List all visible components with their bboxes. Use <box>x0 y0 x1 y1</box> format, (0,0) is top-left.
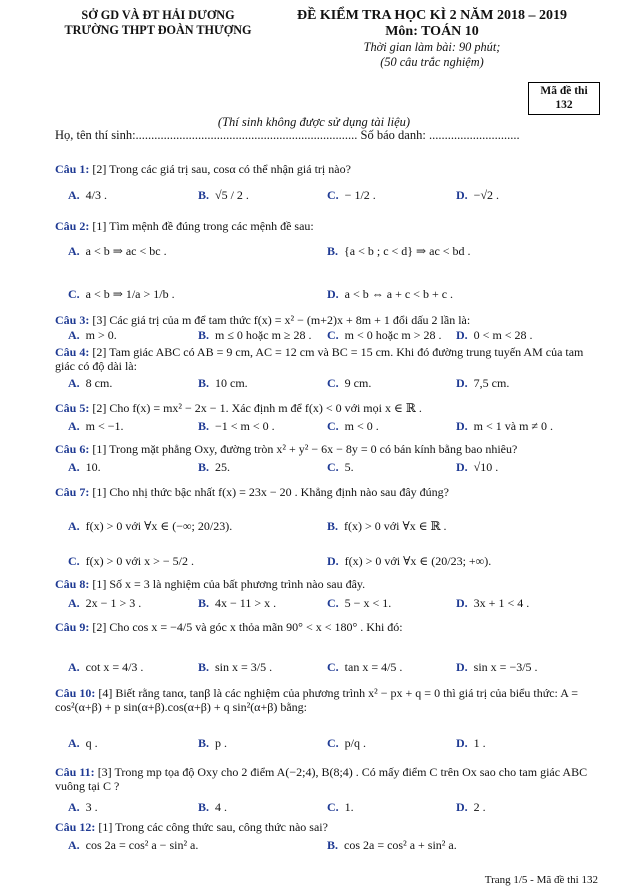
option-value: f(x) > 0 với ∀x ∈ (−∞; 20/23). <box>85 519 233 533</box>
option-letter: D. <box>456 660 468 674</box>
option-letter: D. <box>327 287 339 301</box>
option-b[interactable] <box>198 460 230 475</box>
option-letter: C. <box>68 554 80 568</box>
option-letter: C. <box>327 596 339 610</box>
question-number: Câu 3: <box>55 313 90 327</box>
option-b[interactable] <box>198 188 249 203</box>
option-value: 3x + 1 < 4 . <box>473 596 530 610</box>
option-value: 5. <box>344 460 354 474</box>
page-footer: Trang 1/5 - Mã đề thi 132 <box>484 874 598 886</box>
option-letter: D. <box>456 596 468 610</box>
option-d[interactable] <box>327 554 491 569</box>
question-number: Câu 5: <box>55 401 90 415</box>
option-value: √5 / 2 . <box>215 188 249 202</box>
question-number: Câu 10: <box>55 686 96 700</box>
option-b[interactable] <box>198 376 248 391</box>
option-value: 0 < m < 28 . <box>473 328 533 342</box>
option-c[interactable] <box>327 188 376 203</box>
option-c[interactable] <box>327 419 379 434</box>
option-a[interactable] <box>68 800 98 815</box>
exam-question-count: (50 câu trắc nghiệm) <box>380 55 484 69</box>
option-value: 4x − 11 > x . <box>215 596 277 610</box>
question-text: [1] Tìm mệnh đề đúng trong các mệnh đề sau: <box>89 219 314 233</box>
question-number: Câu 12: <box>55 820 96 834</box>
option-d[interactable] <box>456 376 509 391</box>
question-text: [1] Trong các công thức sau, công thức nào sai? <box>95 820 328 834</box>
option-c[interactable] <box>68 287 175 302</box>
option-a[interactable] <box>68 419 124 434</box>
option-c[interactable] <box>327 800 354 815</box>
option-letter: C. <box>327 376 339 390</box>
option-letter: A. <box>68 800 80 814</box>
option-b[interactable] <box>198 419 275 434</box>
question-number: Câu 8: <box>55 577 90 591</box>
question-text: [1] Số x = 3 là nghiệm của bất phương trình nào sau đây. <box>89 577 366 591</box>
option-letter: D. <box>456 736 468 750</box>
option-b[interactable] <box>327 519 447 534</box>
question-text: [2] Cho cos x = −4/5 và góc x thỏa mãn 90° < x < 180° . Khi đó: <box>89 620 403 634</box>
option-letter: B. <box>327 519 339 533</box>
question-number: Câu 4: <box>55 345 90 359</box>
question-1 <box>55 162 600 176</box>
option-letter: B. <box>327 244 339 258</box>
option-letter: B. <box>198 596 210 610</box>
option-value: cot x = 4/3 . <box>85 660 144 674</box>
option-letter: A. <box>68 736 80 750</box>
option-letter: D. <box>456 328 468 342</box>
option-c[interactable] <box>327 376 371 391</box>
question-number: Câu 6: <box>55 442 90 456</box>
question-text: [2] Tam giác ABC có AB = 9 cm, AC = 12 cm và BC = 15 cm. Khi đó đường trung tuyến AM của tam giác có độ dài là: <box>55 345 584 373</box>
option-a[interactable] <box>68 596 141 611</box>
option-a[interactable] <box>68 244 167 259</box>
option-value: 4 . <box>215 800 228 814</box>
option-value: m < 0 hoặc m > 28 . <box>344 328 442 342</box>
option-letter: D. <box>456 460 468 474</box>
option-a[interactable] <box>68 376 112 391</box>
option-a[interactable] <box>68 460 101 475</box>
option-value: tan x = 4/5 . <box>344 660 403 674</box>
option-value: {a < b ; c < d} ⇒ ac < bd . <box>344 244 471 258</box>
option-value: f(x) > 0 với ∀x ∈ (20/23; +∞). <box>344 554 492 568</box>
option-c[interactable] <box>327 460 354 475</box>
option-letter: A. <box>68 244 80 258</box>
question-text: [1] Cho nhị thức bậc nhất f(x) = 23x − 20 . Khẳng định nào sau đây đúng? <box>89 485 449 499</box>
school-header <box>58 8 258 38</box>
question-10 <box>55 686 600 714</box>
option-value: 9 cm. <box>344 376 372 390</box>
option-d[interactable] <box>456 736 486 751</box>
option-value: f(x) > 0 với x > − 5/2 . <box>85 554 194 568</box>
option-value: a < b ⇒ 1/a > 1/b . <box>85 287 175 301</box>
question-text: [3] Trong mp tọa độ Oxy cho 2 điểm A(−2;4), B(8;4) . Có mấy điểm C trên Ox sao cho tam giác ABC vuông tại C ? <box>55 765 588 793</box>
question-4 <box>55 345 600 373</box>
question-number: Câu 1: <box>55 162 90 176</box>
option-value: p/q . <box>344 736 367 750</box>
option-value: m > 0. <box>85 328 117 342</box>
option-d[interactable] <box>456 596 529 611</box>
option-letter: A. <box>68 328 80 342</box>
question-text: [4] Biết rằng tanα, tanβ là các nghiệm của phương trình x² − px + q = 0 thì giá trị của biểu thức: A = cos²(α+β) + p sin(α+β).cos(α+β) + q sin²(α+β) bằng: <box>55 686 578 714</box>
option-value: sin x = 3/5 . <box>215 660 273 674</box>
question-3 <box>55 313 600 327</box>
option-letter: D. <box>327 554 339 568</box>
option-value: m < 0 . <box>344 419 379 433</box>
option-d[interactable] <box>456 328 533 343</box>
option-value: 8 cm. <box>85 376 113 390</box>
option-value: − 1/2 . <box>344 188 376 202</box>
question-text: [3] Các giá trị của m để tam thức f(x) = x² − (m+2)x + 8m + 1 đổi dấu 2 lần là: <box>89 313 471 327</box>
question-12 <box>55 820 600 834</box>
exam-subject: Môn: TOÁN 10 <box>385 24 479 39</box>
option-b[interactable] <box>327 838 457 853</box>
exam-note: (Thí sinh không được sử dụng tài liệu) <box>217 115 411 129</box>
option-value: a < b ⇒ ac < bc . <box>85 244 167 258</box>
department-name: SỞ GD VÀ ĐT HẢI DƯƠNG <box>81 8 235 22</box>
option-d[interactable] <box>456 660 538 675</box>
exam-code: 132 <box>555 99 573 111</box>
exam-title: ĐỀ KIỂM TRA HỌC KÌ 2 NĂM 2018 – 2019 <box>296 8 568 23</box>
option-c[interactable] <box>327 736 366 751</box>
option-letter: A. <box>68 188 80 202</box>
option-b[interactable] <box>198 328 312 343</box>
option-value: 2x − 1 > 3 . <box>85 596 142 610</box>
option-a[interactable] <box>68 838 198 853</box>
option-value: √10 . <box>473 460 499 474</box>
option-value: 2 . <box>473 800 486 814</box>
option-value: cos 2a = cos² a − sin² a. <box>85 838 199 852</box>
option-letter: A. <box>68 419 80 433</box>
question-11 <box>55 765 600 793</box>
option-letter: C. <box>327 660 339 674</box>
option-letter: A. <box>68 460 80 474</box>
question-7 <box>55 485 600 499</box>
exam-header <box>282 8 582 70</box>
option-b[interactable] <box>198 596 276 611</box>
option-d[interactable] <box>456 419 553 434</box>
option-value: 1 . <box>473 736 486 750</box>
option-d[interactable] <box>456 188 499 203</box>
question-5 <box>55 401 600 415</box>
question-9 <box>55 620 600 634</box>
option-letter: B. <box>198 188 210 202</box>
option-letter: B. <box>198 736 210 750</box>
option-letter: D. <box>456 800 468 814</box>
option-value: 5 − x < 1. <box>344 596 392 610</box>
option-letter: B. <box>198 660 210 674</box>
option-value: sin x = −3/5 . <box>473 660 538 674</box>
option-letter: D. <box>456 188 468 202</box>
question-number: Câu 9: <box>55 620 90 634</box>
question-number: Câu 7: <box>55 485 90 499</box>
option-letter: C. <box>327 328 339 342</box>
question-6 <box>55 442 600 456</box>
option-d[interactable] <box>456 460 498 475</box>
option-c[interactable] <box>327 660 402 675</box>
option-value: f(x) > 0 với ∀x ∈ ℝ . <box>344 519 447 533</box>
option-a[interactable] <box>68 519 232 534</box>
student-info-line: Họ, tên thí sinh:....................................................................... Số báo danh: ............................. <box>55 128 520 142</box>
option-c[interactable] <box>68 554 194 569</box>
option-letter: B. <box>198 800 210 814</box>
option-letter: D. <box>456 376 468 390</box>
option-b[interactable] <box>198 736 227 751</box>
option-value: −√2 . <box>473 188 500 202</box>
question-2 <box>55 219 600 233</box>
option-letter: C. <box>327 736 339 750</box>
option-letter: C. <box>327 419 339 433</box>
exam-time: Thời gian làm bài: 90 phút; <box>363 40 501 54</box>
option-d[interactable] <box>327 287 453 302</box>
option-a[interactable] <box>68 736 98 751</box>
option-a[interactable] <box>68 188 107 203</box>
option-value: 7,5 cm. <box>473 376 510 390</box>
option-b[interactable] <box>327 244 471 259</box>
option-letter: B. <box>198 376 210 390</box>
question-text: [2] Cho f(x) = mx² − 2x − 1. Xác định m để f(x) < 0 với mọi x ∈ ℝ . <box>89 401 422 415</box>
option-value: cos 2a = cos² a + sin² a. <box>344 838 457 852</box>
option-letter: A. <box>68 519 80 533</box>
option-value: 10 cm. <box>215 376 248 390</box>
option-letter: A. <box>68 596 80 610</box>
option-value: 1. <box>344 800 354 814</box>
option-b[interactable] <box>198 800 227 815</box>
option-letter: C. <box>327 188 339 202</box>
question-number: Câu 2: <box>55 219 90 233</box>
question-text: [2] Trong các giá trị sau, cosα có thể nhận giá trị nào? <box>89 162 351 176</box>
option-c[interactable] <box>327 328 442 343</box>
question-8 <box>55 577 600 591</box>
option-c[interactable] <box>327 596 391 611</box>
option-value: m < 1 và m ≠ 0 . <box>473 419 554 433</box>
option-value: m < −1. <box>85 419 124 433</box>
option-letter: B. <box>198 328 210 342</box>
option-letter: C. <box>68 287 80 301</box>
option-a[interactable] <box>68 328 117 343</box>
option-value: q . <box>85 736 98 750</box>
option-letter: C. <box>327 460 339 474</box>
option-letter: C. <box>327 800 339 814</box>
option-letter: B. <box>198 460 210 474</box>
option-letter: A. <box>68 838 80 852</box>
option-value: −1 < m < 0 . <box>215 419 275 433</box>
option-value: 4/3 . <box>85 188 108 202</box>
option-value: 25. <box>215 460 231 474</box>
exam-code-label: Mã đề thi <box>540 85 588 97</box>
option-letter: A. <box>68 660 80 674</box>
question-text: [1] Trong mặt phẳng Oxy, đường tròn x² + y² − 6x − 8y = 0 có bán kính bằng bao nhiêu? <box>89 442 518 456</box>
option-value: a < b ⇔ a + c < b + c . <box>344 287 454 301</box>
option-letter: B. <box>198 419 210 433</box>
exam-code-box <box>528 82 600 115</box>
option-letter: D. <box>456 419 468 433</box>
question-number: Câu 11: <box>55 765 95 779</box>
school-name: TRƯỜNG THPT ĐOÀN THƯỢNG <box>64 23 252 37</box>
option-letter: B. <box>327 838 339 852</box>
option-b[interactable] <box>198 660 272 675</box>
option-value: 3 . <box>85 800 98 814</box>
option-value: p . <box>215 736 228 750</box>
option-d[interactable] <box>456 800 486 815</box>
option-a[interactable] <box>68 660 143 675</box>
option-letter: A. <box>68 376 80 390</box>
option-value: m ≤ 0 hoặc m ≥ 28 . <box>215 328 312 342</box>
option-value: 10. <box>85 460 101 474</box>
